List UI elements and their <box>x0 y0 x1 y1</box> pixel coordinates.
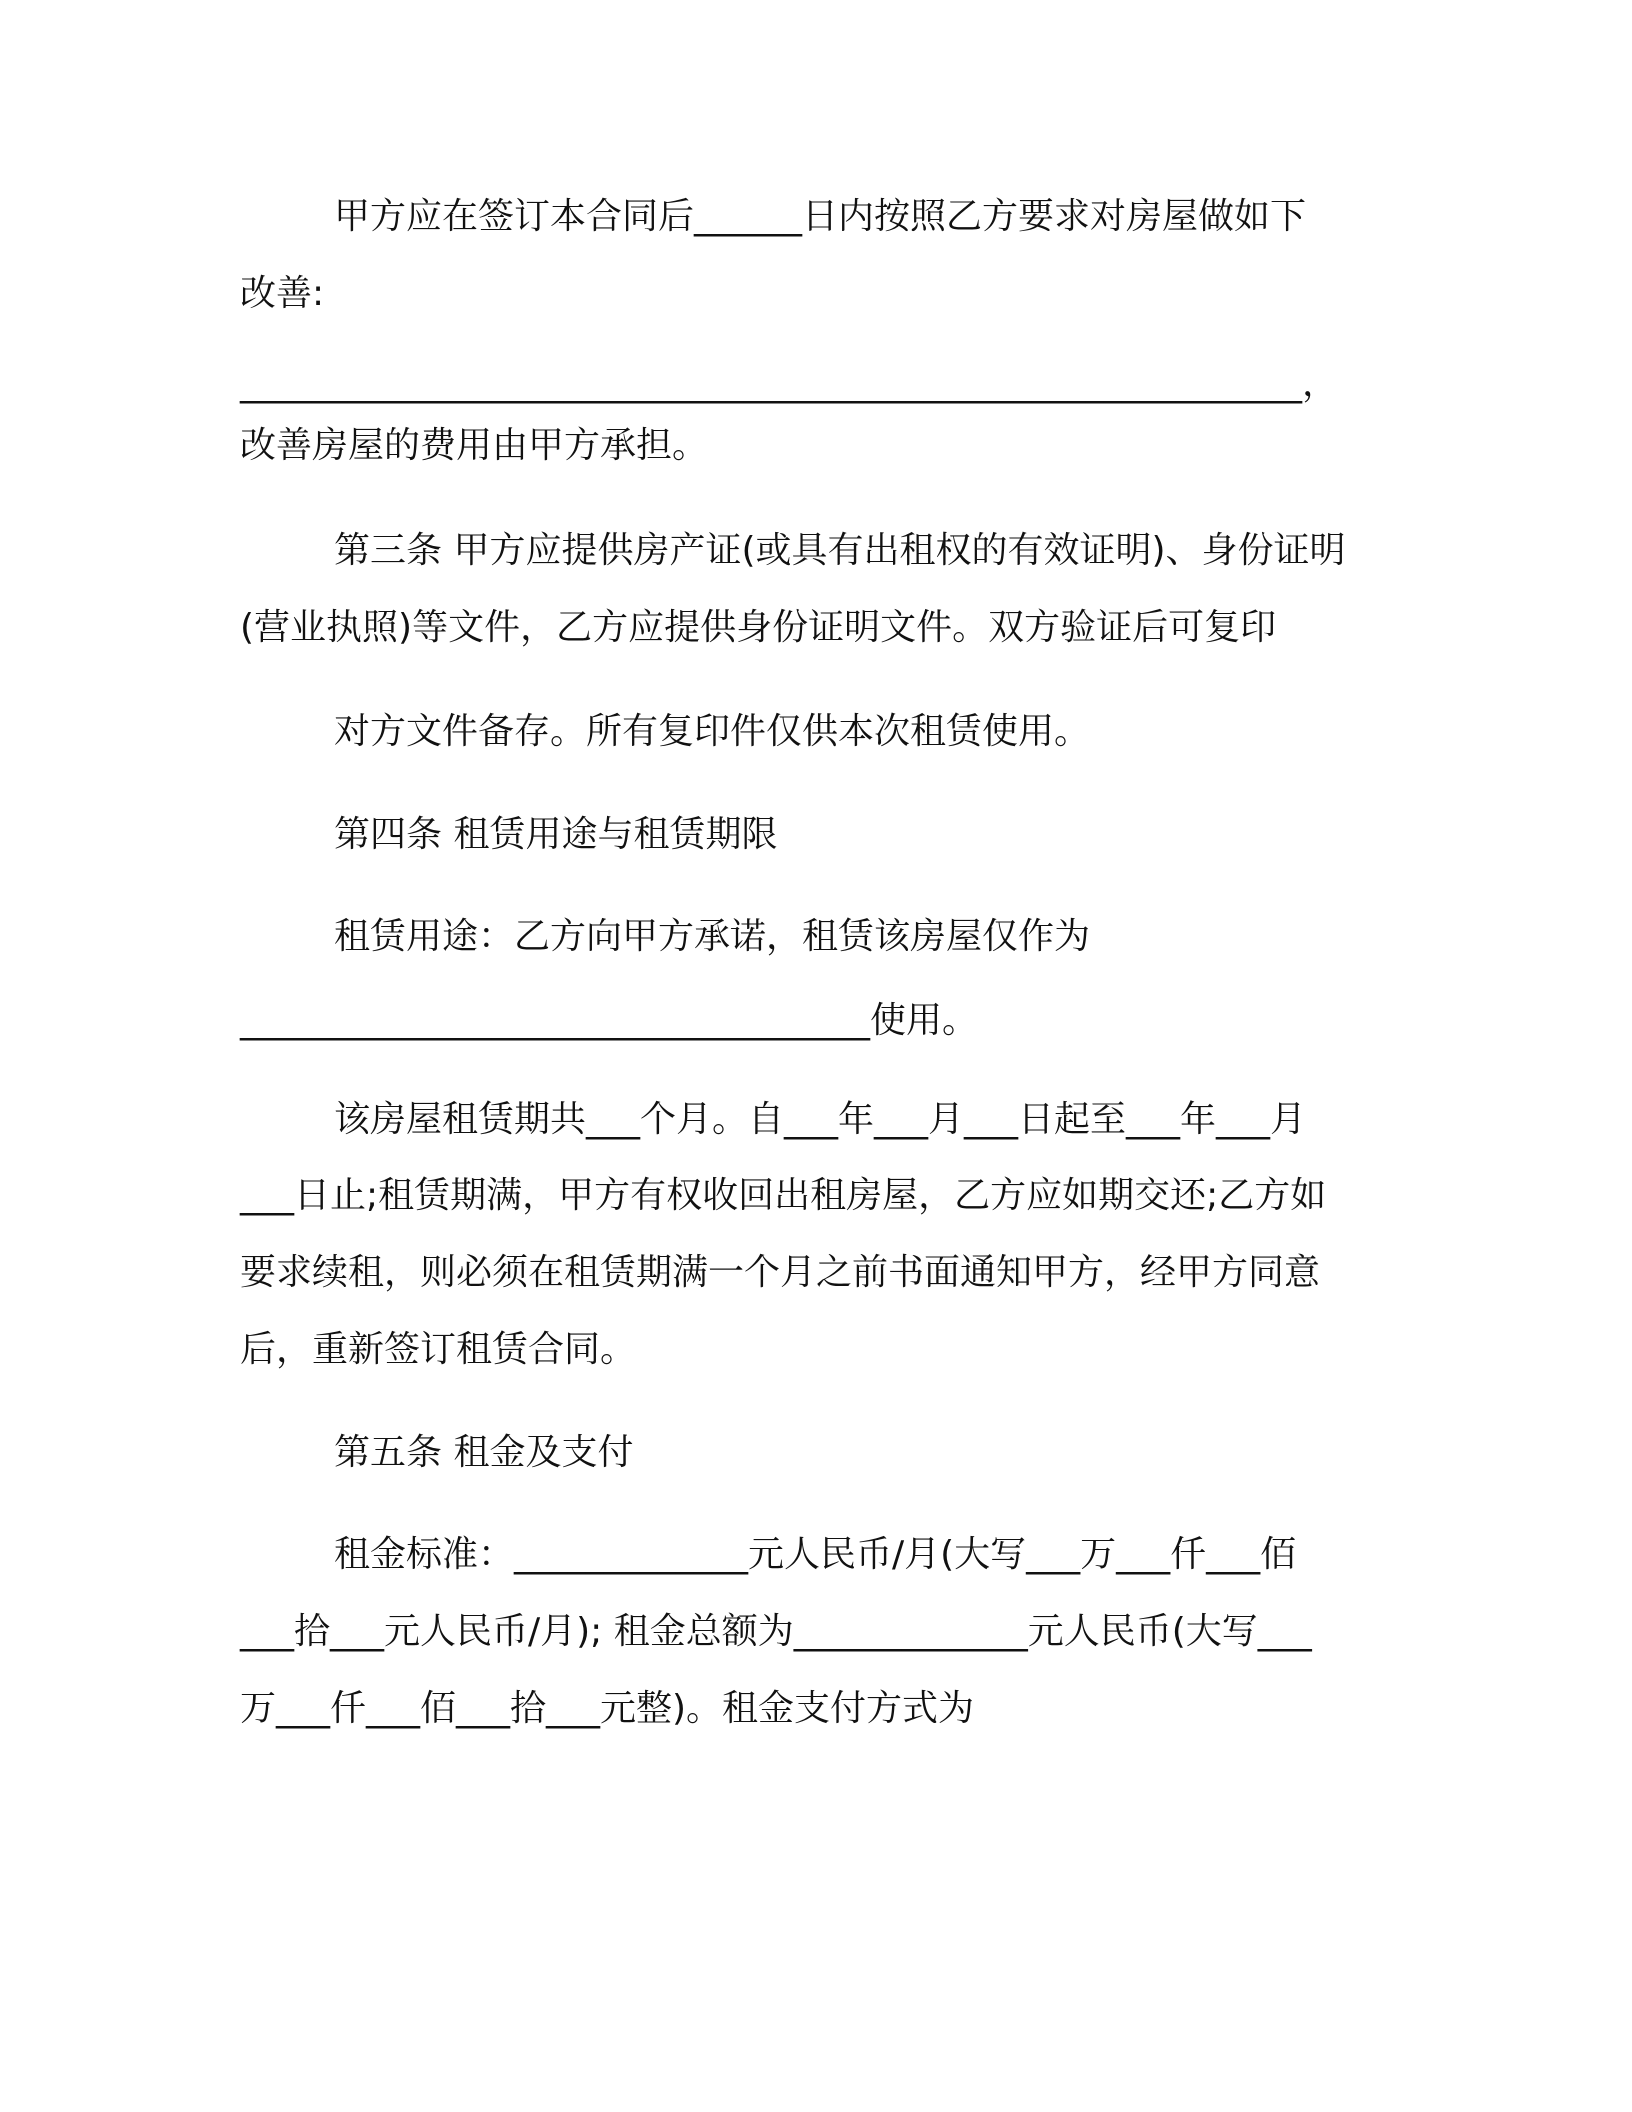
text-line-6: (营业执照)等文件，乙方应提供身份证明文件。双方验证后可复印 <box>240 607 1277 648</box>
text-line-10: ___________________________________使用。 <box>240 1000 979 1041</box>
text-line-18: 万___仟___佰___拾___元整)。租金支付方式为 <box>240 1688 975 1729</box>
text-line-1: 甲方应在签订本合同后______日内按照乙方要求对房屋做如下 <box>334 196 1307 237</box>
text-line-13: 要求续租，则必须在租赁期满一个月之前书面通知甲方，经甲方同意 <box>240 1252 1321 1293</box>
text-line-14: 后，重新签订租赁合同。 <box>240 1329 637 1370</box>
text-line-5: 第三条 甲方应提供房产证(或具有出租权的有效证明)、身份证明 <box>334 530 1346 571</box>
text-line-11: 该房屋租赁期共___个月。自___年___月___日起至___年___月 <box>334 1099 1307 1140</box>
text-line-2: 改善: <box>240 273 325 314</box>
text-line-17: ___拾___元人民币/月); 租金总额为_____________元人民币(大写___ <box>240 1611 1312 1652</box>
section-heading-4: 第四条 租赁用途与租赁期限 <box>334 814 778 855</box>
text-line-7: 对方文件备存。所有复印件仅供本次租赁使用。 <box>334 711 1091 752</box>
text-line-16: 租金标准：_____________元人民币/月(大写___万___仟___佰 <box>334 1534 1297 1575</box>
text-line-4: 改善房屋的费用由甲方承担。 <box>240 425 709 466</box>
section-heading-5: 第五条 租金及支付 <box>334 1432 634 1473</box>
text-line-12: ___日止;租赁期满，甲方有权收回出租房屋，乙方应如期交还;乙方如 <box>240 1175 1327 1216</box>
text-line-9: 租赁用途：乙方向甲方承诺，租赁该房屋仅作为 <box>334 916 1091 957</box>
text-line-3: ___________________________________________________________， <box>240 363 1338 404</box>
